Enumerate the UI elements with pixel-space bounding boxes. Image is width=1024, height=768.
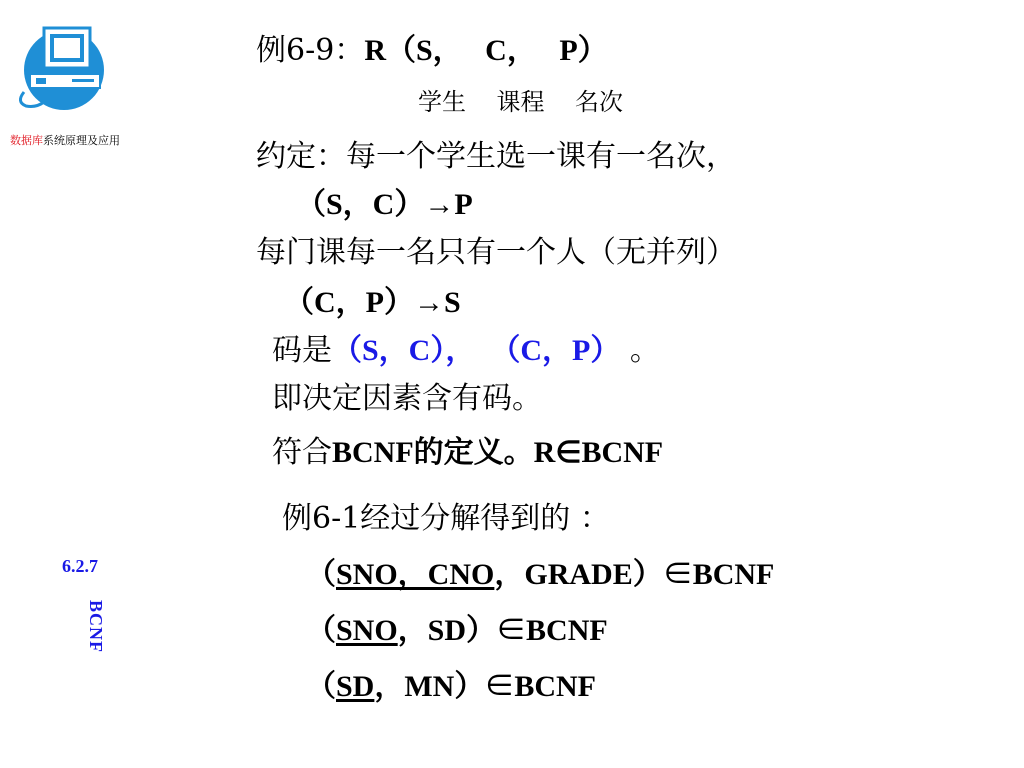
bcnf-result: R∈BCNF [533, 436, 664, 469]
convention-1: 约定：每一个学生选一课有一名次， [256, 139, 736, 174]
convention-2: 每门课每一名只有一个人（无并列） [256, 235, 736, 270]
schema-key: SNO，CNO [336, 558, 495, 591]
caption-rest: 系统原理及应用 [43, 134, 120, 147]
example-heading [256, 33, 608, 68]
schema-key: SNO [336, 614, 398, 647]
computer-icon [14, 18, 114, 110]
schema-row [306, 672, 596, 702]
bcnf-statement [272, 435, 664, 470]
schema-rest: ，GRADE）∈BCNF [494, 558, 775, 591]
keys-suffix: 。 [620, 333, 660, 368]
bcnf-prefix: 符合 [272, 435, 332, 470]
functional-dependency-1: （S，C）→P [296, 188, 473, 221]
schema-open: （ [306, 558, 336, 591]
section-number: 6.2.7 [62, 556, 98, 576]
schema-row [306, 616, 608, 646]
example-label: 例6-9： [256, 33, 365, 68]
attribute-names: 学生 课程 名次 [418, 88, 624, 116]
determinant-note: 即决定因素含有码。 [272, 381, 542, 416]
course-caption [10, 132, 170, 148]
candidate-keys [272, 333, 660, 368]
bcnf-mid: BCNF的定义。 [332, 436, 534, 469]
caption-highlight: 数据库 [10, 134, 43, 147]
example2-heading: 例6-1经过分解得到的 ： [282, 501, 610, 536]
schema-open: （ [306, 670, 336, 703]
section-title: BCNF [86, 600, 106, 653]
relation-schema: R（S， C， P） [364, 34, 608, 67]
schema-row [306, 560, 774, 590]
schema-open: （ [306, 614, 336, 647]
functional-dependency-2: （C，P）→S [284, 286, 461, 319]
schema-rest: ，SD）∈BCNF [397, 614, 608, 647]
schema-key: SD [336, 670, 375, 703]
keys-list: （S，C）， （C，P） [332, 334, 621, 367]
schema-rest: ，MN）∈BCNF [374, 670, 597, 703]
keys-prefix: 码是 [272, 333, 332, 368]
